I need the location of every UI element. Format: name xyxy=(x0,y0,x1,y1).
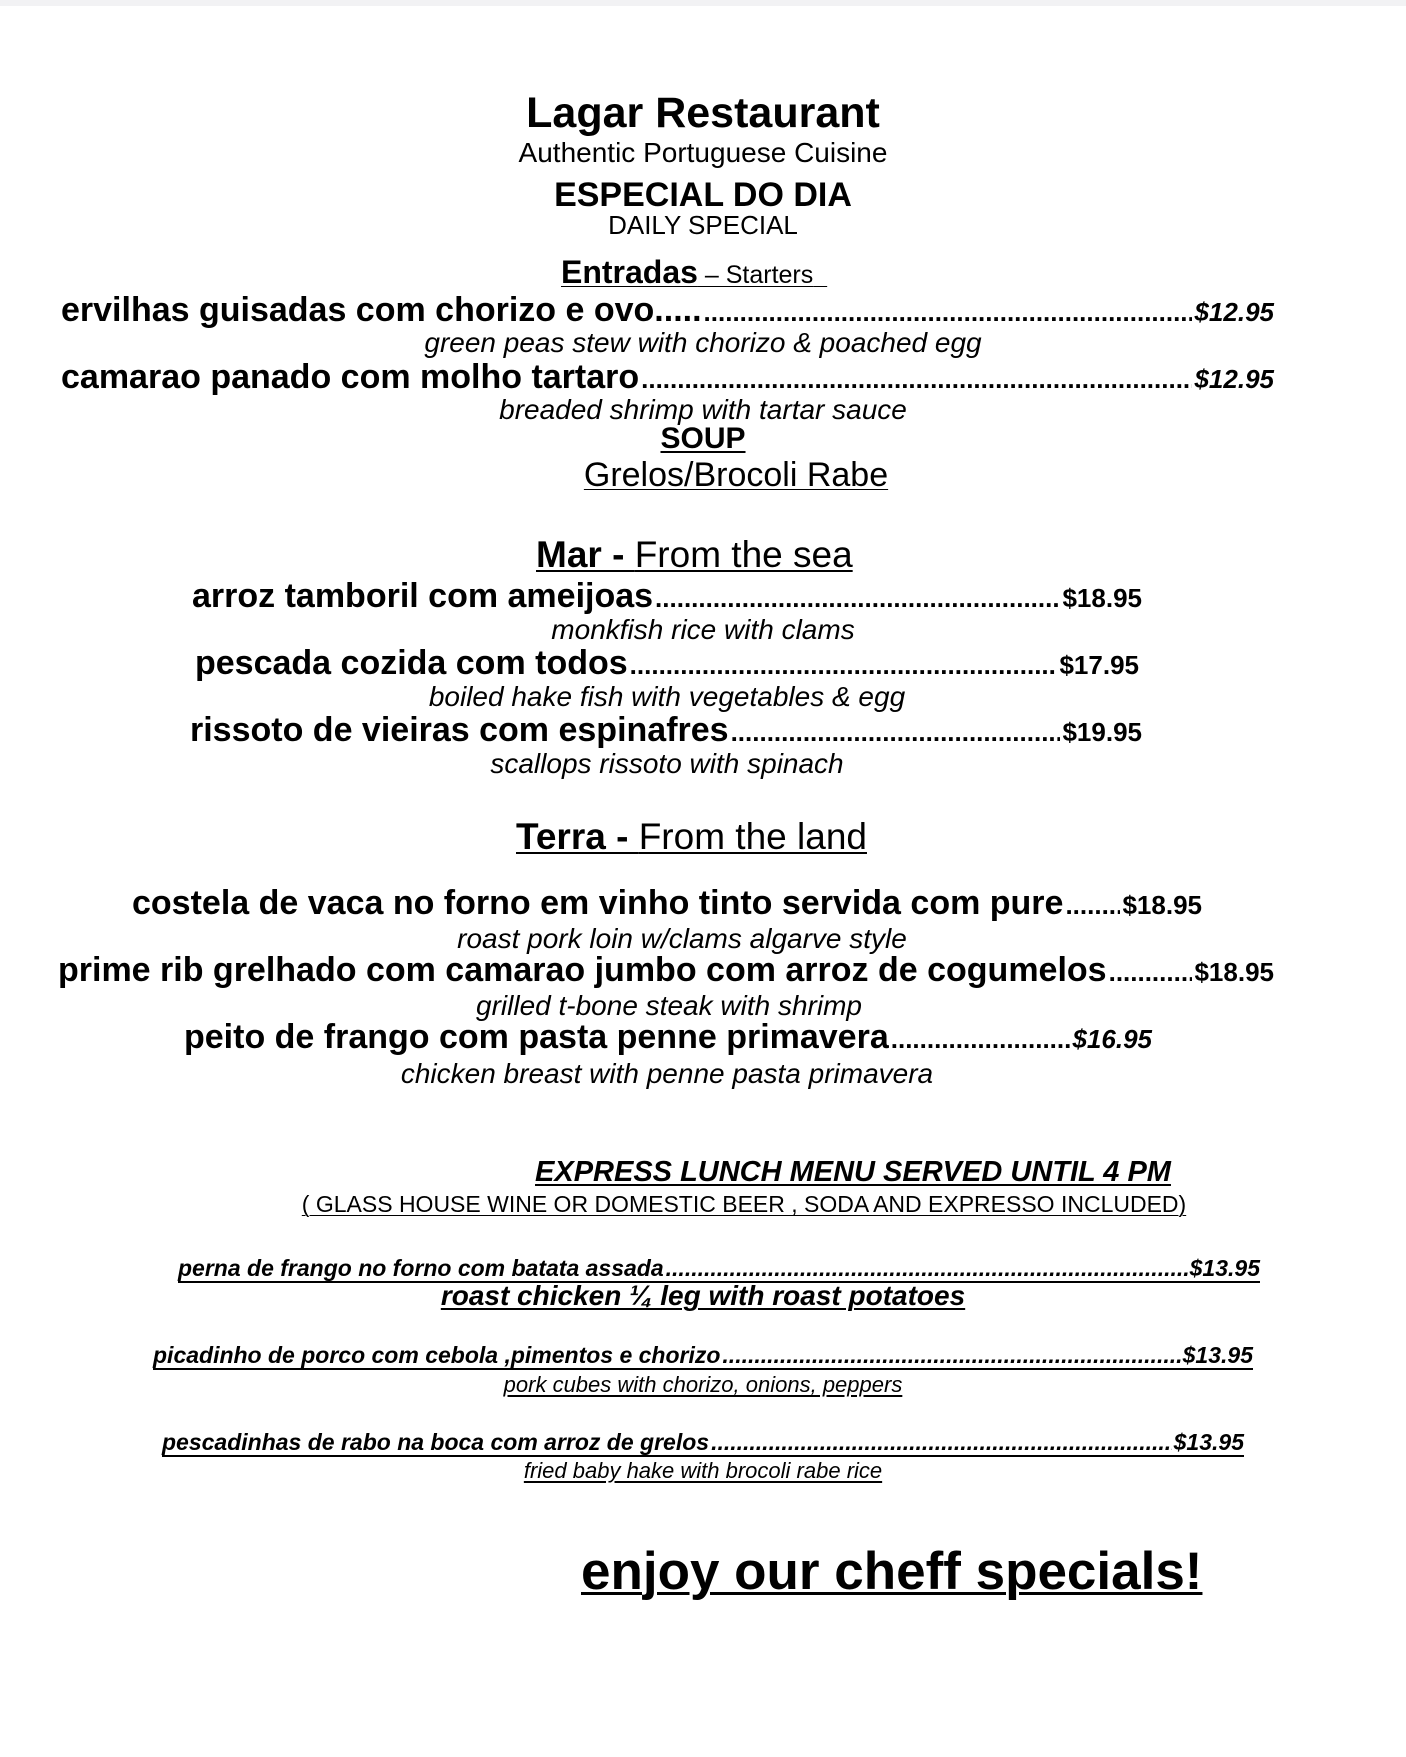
cuisine-subtitle: Authentic Portuguese Cuisine xyxy=(518,137,888,168)
item-name: peito de frango com pasta penne primavera xyxy=(184,1018,889,1056)
item-name: ervilhas guisadas com chorizo e ovo..... xyxy=(61,291,702,329)
leader-dots xyxy=(630,652,1058,678)
item-price: $12.95 xyxy=(1194,297,1274,327)
soup-name: Grelos/Brocoli Rabe xyxy=(583,456,889,494)
item-price: $13.95 xyxy=(1182,1342,1253,1368)
land-item xyxy=(132,886,1202,920)
item-description: chicken breast with penne pasta primavera xyxy=(400,1058,934,1089)
sea-heading-pt: Mar - xyxy=(536,534,635,575)
land-item xyxy=(58,953,1274,987)
item-name: camarao panado com molho tartaro xyxy=(61,358,640,396)
leader-dots xyxy=(666,1257,1188,1280)
item-description: roast pork loin w/clams algarve style xyxy=(457,923,907,954)
express-item xyxy=(153,1344,1253,1370)
item-price: $13.95 xyxy=(1189,1255,1260,1281)
item-description: roast chicken ¼ leg with roast potatoes xyxy=(440,1280,966,1311)
item-price: $19.95 xyxy=(1062,717,1142,747)
item-name: arroz tamboril com ameijoas xyxy=(192,577,654,615)
starter-item xyxy=(61,360,1274,394)
item-name: pescadinhas de rabo na boca com arroz de grelos xyxy=(162,1429,710,1455)
leader-dots xyxy=(722,1344,1180,1367)
item-description: pork cubes with chorizo, onions, peppers xyxy=(503,1372,903,1397)
leader-dots xyxy=(711,1431,1172,1454)
item-price: $12.95 xyxy=(1194,364,1274,394)
land-item xyxy=(184,1020,1152,1054)
express-note: ( GLASS HOUSE WINE OR DOMESTIC BEER , SODA AND EXPRESSO INCLUDED) xyxy=(301,1191,1187,1217)
special-title: ESPECIAL DO DIA xyxy=(554,176,852,214)
soup-heading: SOUP xyxy=(660,422,746,455)
special-subtitle: DAILY SPECIAL xyxy=(608,210,798,240)
express-heading: EXPRESS LUNCH MENU SERVED UNTIL 4 PM xyxy=(535,1156,1171,1188)
item-price: $18.95 xyxy=(1194,957,1274,987)
leader-dots xyxy=(1109,959,1193,985)
leader-dots xyxy=(731,719,1061,745)
item-price: $17.95 xyxy=(1059,650,1139,680)
item-description: monkfish rice with clams xyxy=(551,614,855,645)
item-price: $13.95 xyxy=(1173,1429,1244,1455)
sea-item xyxy=(190,713,1142,747)
land-heading-pt: Terra - xyxy=(516,816,639,857)
footer-tagline: enjoy our cheff specials! xyxy=(581,1542,1203,1601)
item-price: $18.95 xyxy=(1122,890,1202,920)
item-name: rissoto de vieiras com espinafres xyxy=(190,711,729,749)
item-description: fried baby hake with brocoli rabe rice xyxy=(523,1458,883,1483)
item-name: prime rib grelhado com camarao jumbo com arroz de cogumelos xyxy=(58,951,1107,989)
item-description: grilled t-bone steak with shrimp xyxy=(476,990,862,1021)
item-name: perna de frango no forno com batata assada xyxy=(178,1255,664,1281)
leader-dots xyxy=(704,299,1193,325)
item-name: pescada cozida com todos xyxy=(195,644,628,682)
item-price: $18.95 xyxy=(1062,583,1142,613)
leader-dots xyxy=(641,366,1192,392)
express-item xyxy=(162,1431,1244,1457)
item-description: boiled hake fish with vegetables & egg xyxy=(428,681,906,712)
leader-dots xyxy=(891,1026,1071,1052)
starters-heading-pt: Entradas xyxy=(561,254,698,290)
item-name: picadinho de porco com cebola ,pimentos e chorizo xyxy=(153,1342,721,1368)
sea-heading-en: From the sea xyxy=(634,534,853,575)
land-heading-en: From the land xyxy=(638,816,867,857)
item-description: green peas stew with chorizo & poached egg xyxy=(424,327,982,358)
starters-heading xyxy=(561,256,827,288)
item-name: costela de vaca no forno em vinho tinto servida com pure xyxy=(132,884,1064,922)
item-description: scallops rissoto with spinach xyxy=(490,748,844,779)
item-price: $16.95 xyxy=(1072,1024,1152,1054)
sea-item xyxy=(192,579,1142,613)
sea-item xyxy=(195,646,1139,680)
starters-heading-en: – Starters xyxy=(697,261,814,289)
restaurant-name: Lagar Restaurant xyxy=(526,89,880,137)
item-description: breaded shrimp with tartar sauce xyxy=(499,394,907,425)
leader-dots xyxy=(655,585,1060,611)
starter-item xyxy=(61,293,1274,327)
sea-heading xyxy=(536,536,853,573)
land-heading xyxy=(516,818,867,855)
leader-dots xyxy=(1065,892,1120,918)
top-edge xyxy=(0,0,1406,6)
